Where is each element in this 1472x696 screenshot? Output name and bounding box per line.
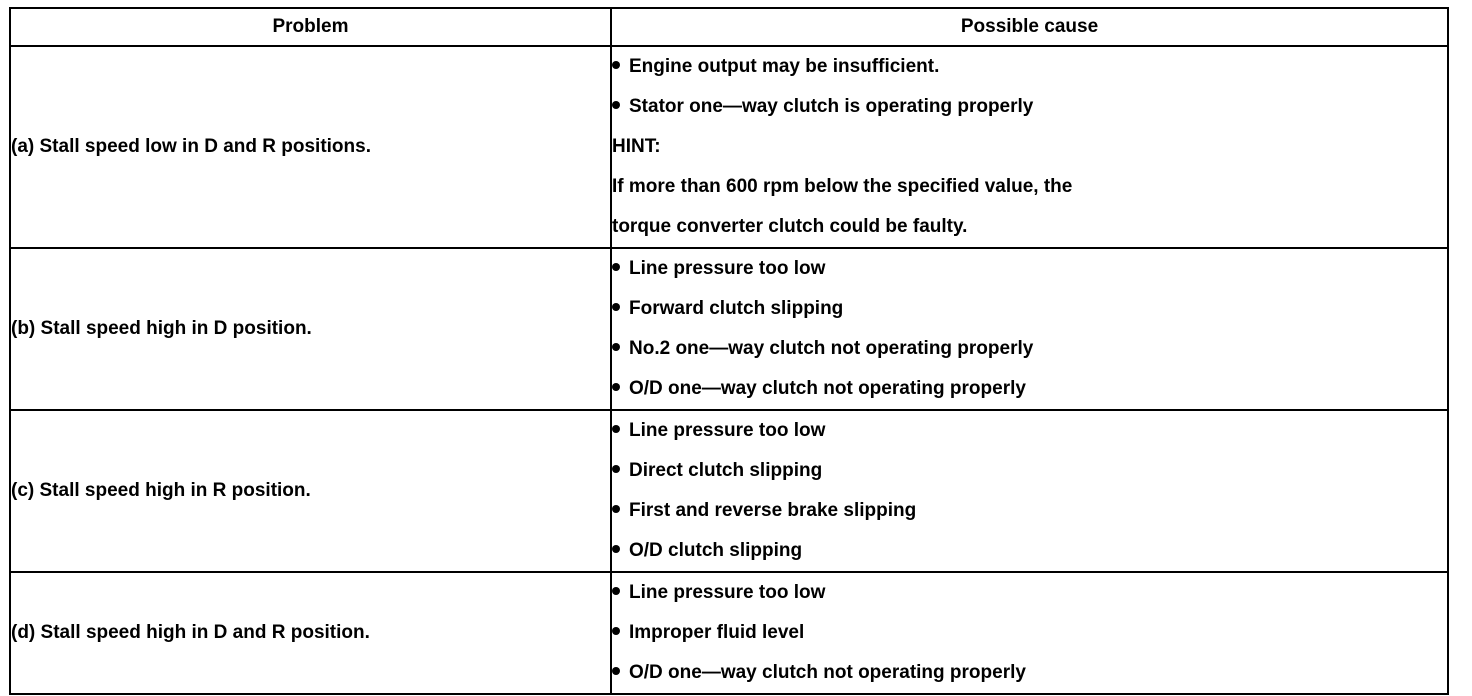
bullet-icon: [612, 667, 620, 675]
cause-text: O/D one—way clutch not operating properly: [629, 378, 1026, 399]
cause-cell: [611, 572, 1448, 694]
cause-text: Improper fluid level: [629, 622, 805, 643]
problem-cell: (d) Stall speed high in D and R position.: [10, 572, 611, 694]
cause-line: [612, 573, 1447, 613]
cause-cell: [611, 248, 1448, 410]
cause-line: [612, 491, 1447, 531]
problem-cell: (a) Stall speed low in D and R positions.: [10, 46, 611, 248]
cause-line: [612, 167, 1447, 207]
cause-line: [612, 87, 1447, 127]
cause-line: [612, 531, 1447, 571]
cause-text: Line pressure too low: [629, 258, 826, 279]
table-body: [10, 46, 1448, 694]
problem-column-header: Problem: [10, 8, 611, 46]
bullet-icon: [612, 343, 620, 351]
bullet-icon: [612, 545, 620, 553]
cause-line: [612, 451, 1447, 491]
cause-line: [612, 653, 1447, 693]
table-row: [10, 46, 1448, 248]
cause-line: [612, 613, 1447, 653]
cause-text: O/D clutch slipping: [629, 540, 803, 561]
cause-line: [612, 411, 1447, 451]
cause-text: Line pressure too low: [629, 582, 826, 603]
header-row: [10, 8, 1448, 46]
cause-text: First and reverse brake slipping: [629, 500, 917, 521]
cause-text: HINT:: [612, 136, 661, 157]
bullet-icon: [612, 465, 620, 473]
cause-line: [612, 47, 1447, 87]
bullet-icon: [612, 587, 620, 595]
cause-cell: [611, 410, 1448, 572]
bullet-icon: [612, 425, 620, 433]
bullet-icon: [612, 303, 620, 311]
cause-line: [612, 127, 1447, 167]
problem-cell: (c) Stall speed high in R position.: [10, 410, 611, 572]
table-row: [10, 248, 1448, 410]
cause-text: No.2 one—way clutch not operating properly: [629, 338, 1034, 359]
cause-cell: [611, 46, 1448, 248]
problem-cell: (b) Stall speed high in D position.: [10, 248, 611, 410]
stall-test-table: [9, 7, 1449, 695]
cause-text: O/D one—way clutch not operating properly: [629, 662, 1026, 683]
bullet-icon: [612, 263, 620, 271]
cause-line: [612, 369, 1447, 409]
table-row: [10, 410, 1448, 572]
cause-text: Engine output may be insufficient.: [629, 56, 940, 77]
table-row: [10, 572, 1448, 694]
bullet-icon: [612, 101, 620, 109]
cause-text: Stator one—way clutch is operating properly: [629, 96, 1034, 117]
cause-line: [612, 249, 1447, 289]
cause-line: [612, 207, 1447, 247]
cause-text: torque converter clutch could be faulty.: [612, 216, 968, 237]
cause-text: Direct clutch slipping: [629, 460, 823, 481]
bullet-icon: [612, 383, 620, 391]
bullet-icon: [612, 627, 620, 635]
cause-line: [612, 329, 1447, 369]
cause-line: [612, 289, 1447, 329]
bullet-icon: [612, 61, 620, 69]
cause-column-header: Possible cause: [611, 8, 1448, 46]
cause-text: Forward clutch slipping: [629, 298, 844, 319]
bullet-icon: [612, 505, 620, 513]
cause-text: If more than 600 rpm below the specified value, the: [612, 176, 1073, 197]
cause-text: Line pressure too low: [629, 420, 826, 441]
